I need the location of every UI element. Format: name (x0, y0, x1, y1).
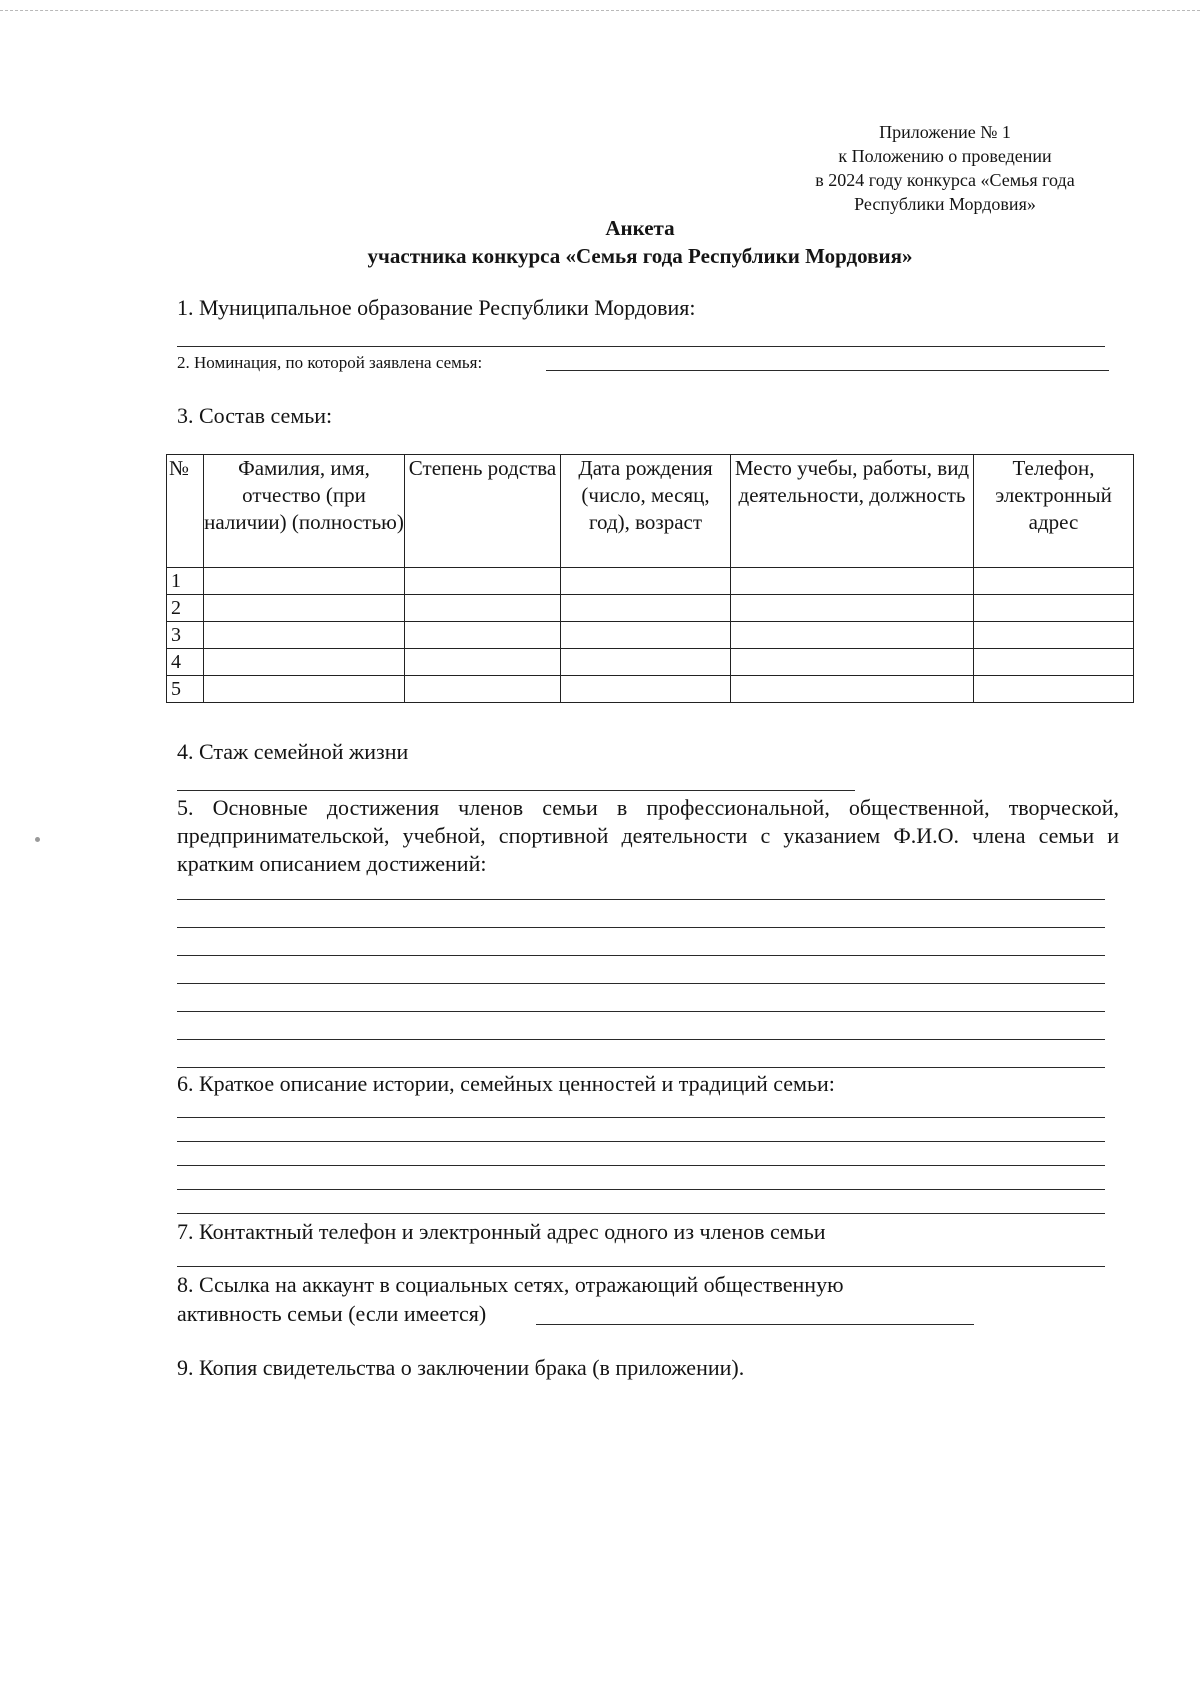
table-row (167, 595, 1134, 622)
cell-birth-date[interactable] (561, 649, 731, 676)
item-6-fill-line[interactable] (177, 1213, 1105, 1214)
item-4-label: 4. Стаж семейной жизни (177, 739, 409, 764)
cell-occupation[interactable] (731, 649, 974, 676)
item-1-label: 1. Муниципальное образование Республики Мордовия: (177, 295, 696, 320)
item-5-fill-line[interactable] (177, 1011, 1105, 1012)
cell-birth-date[interactable] (561, 568, 731, 595)
table-header-row (167, 455, 1134, 568)
cell-full-name[interactable] (204, 568, 405, 595)
cell-relationship[interactable] (405, 595, 561, 622)
cell-contacts[interactable] (974, 622, 1134, 649)
cell-birth-date[interactable] (561, 622, 731, 649)
row-number: 3 (167, 622, 204, 649)
appendix-note (780, 120, 1110, 216)
header-contacts: Телефон, электронный адрес (974, 455, 1134, 568)
item-5-label: 5. Основные достижения членов семьи в профессиональной, общественной, творческой, предпринимательской, учебной, спортивной деятельности с указанием Ф.И.О. члена семьи и кратким описанием достижений: (177, 795, 1119, 876)
item-4-fill-line[interactable] (177, 790, 855, 791)
item-9-label: 9. Копия свидетельства о заключении брака (в приложении). (177, 1355, 745, 1380)
cell-birth-date[interactable] (561, 676, 731, 703)
cell-full-name[interactable] (204, 622, 405, 649)
scan-edge-line (0, 10, 1200, 11)
cell-full-name[interactable] (204, 595, 405, 622)
item-6-fill-line[interactable] (177, 1165, 1105, 1166)
header-birth-date: Дата рождения (число, месяц, год), возраст (561, 455, 731, 568)
appendix-line-4: Республики Мордовия» (854, 194, 1036, 214)
cell-relationship[interactable] (405, 649, 561, 676)
item-2-fill-line[interactable] (546, 370, 1109, 371)
item-8-fill-line[interactable] (536, 1324, 974, 1325)
table-row (167, 649, 1134, 676)
cell-occupation[interactable] (731, 595, 974, 622)
header-number: № (167, 455, 204, 568)
family-composition-table (166, 454, 1134, 703)
cell-occupation[interactable] (731, 568, 974, 595)
cell-contacts[interactable] (974, 568, 1134, 595)
cell-contacts[interactable] (974, 676, 1134, 703)
appendix-line-2: к Положению о проведении (838, 146, 1052, 166)
item-5-fill-line[interactable] (177, 927, 1105, 928)
row-number: 1 (167, 568, 204, 595)
item-6-fill-line[interactable] (177, 1117, 1105, 1118)
item-5-fill-line[interactable] (177, 955, 1105, 956)
item-2-label: 2. Номинация, по которой заявлена семья: (177, 353, 483, 372)
cell-full-name[interactable] (204, 649, 405, 676)
cell-full-name[interactable] (204, 676, 405, 703)
item-5-fill-line[interactable] (177, 1039, 1105, 1040)
cell-relationship[interactable] (405, 622, 561, 649)
table-row (167, 622, 1134, 649)
row-number: 5 (167, 676, 204, 703)
document-title (0, 214, 1200, 270)
table-row (167, 676, 1134, 703)
header-full-name: Фамилия, имя, отчество (при наличии) (полностью) (204, 455, 405, 568)
item-8-label-line-2: активность семьи (если имеется) (177, 1301, 487, 1326)
header-occupation: Место учебы, работы, вид деятельности, должность (731, 455, 974, 568)
item-7-fill-line[interactable] (177, 1266, 1105, 1267)
cell-birth-date[interactable] (561, 595, 731, 622)
header-relationship: Степень родства (405, 455, 561, 568)
item-6-fill-line[interactable] (177, 1141, 1105, 1142)
cell-occupation[interactable] (731, 622, 974, 649)
title-line-2: участника конкурса «Семья года Республики Мордовия» (367, 244, 913, 268)
cell-occupation[interactable] (731, 676, 974, 703)
item-1-fill-line[interactable] (177, 346, 1105, 347)
item-3-label: 3. Состав семьи: (177, 403, 333, 428)
scan-speck (35, 837, 40, 842)
cell-relationship[interactable] (405, 676, 561, 703)
item-5-fill-line[interactable] (177, 899, 1105, 900)
item-5-fill-line[interactable] (177, 1067, 1105, 1068)
item-7-label: 7. Контактный телефон и электронный адрес одного из членов семьи (177, 1219, 826, 1244)
item-8-label-line-1: 8. Ссылка на аккаунт в социальных сетях, отражающий общественную (177, 1272, 844, 1297)
appendix-line-3: в 2024 году конкурса «Семья года (815, 170, 1075, 190)
item-6-label: 6. Краткое описание истории, семейных ценностей и традиций семьи: (177, 1071, 835, 1096)
item-6-fill-line[interactable] (177, 1189, 1105, 1190)
table-row (167, 568, 1134, 595)
row-number: 4 (167, 649, 204, 676)
row-number: 2 (167, 595, 204, 622)
appendix-line-1: Приложение № 1 (879, 122, 1011, 142)
cell-contacts[interactable] (974, 595, 1134, 622)
title-line-1: Анкета (605, 216, 675, 240)
cell-relationship[interactable] (405, 568, 561, 595)
item-5-fill-line[interactable] (177, 983, 1105, 984)
cell-contacts[interactable] (974, 649, 1134, 676)
